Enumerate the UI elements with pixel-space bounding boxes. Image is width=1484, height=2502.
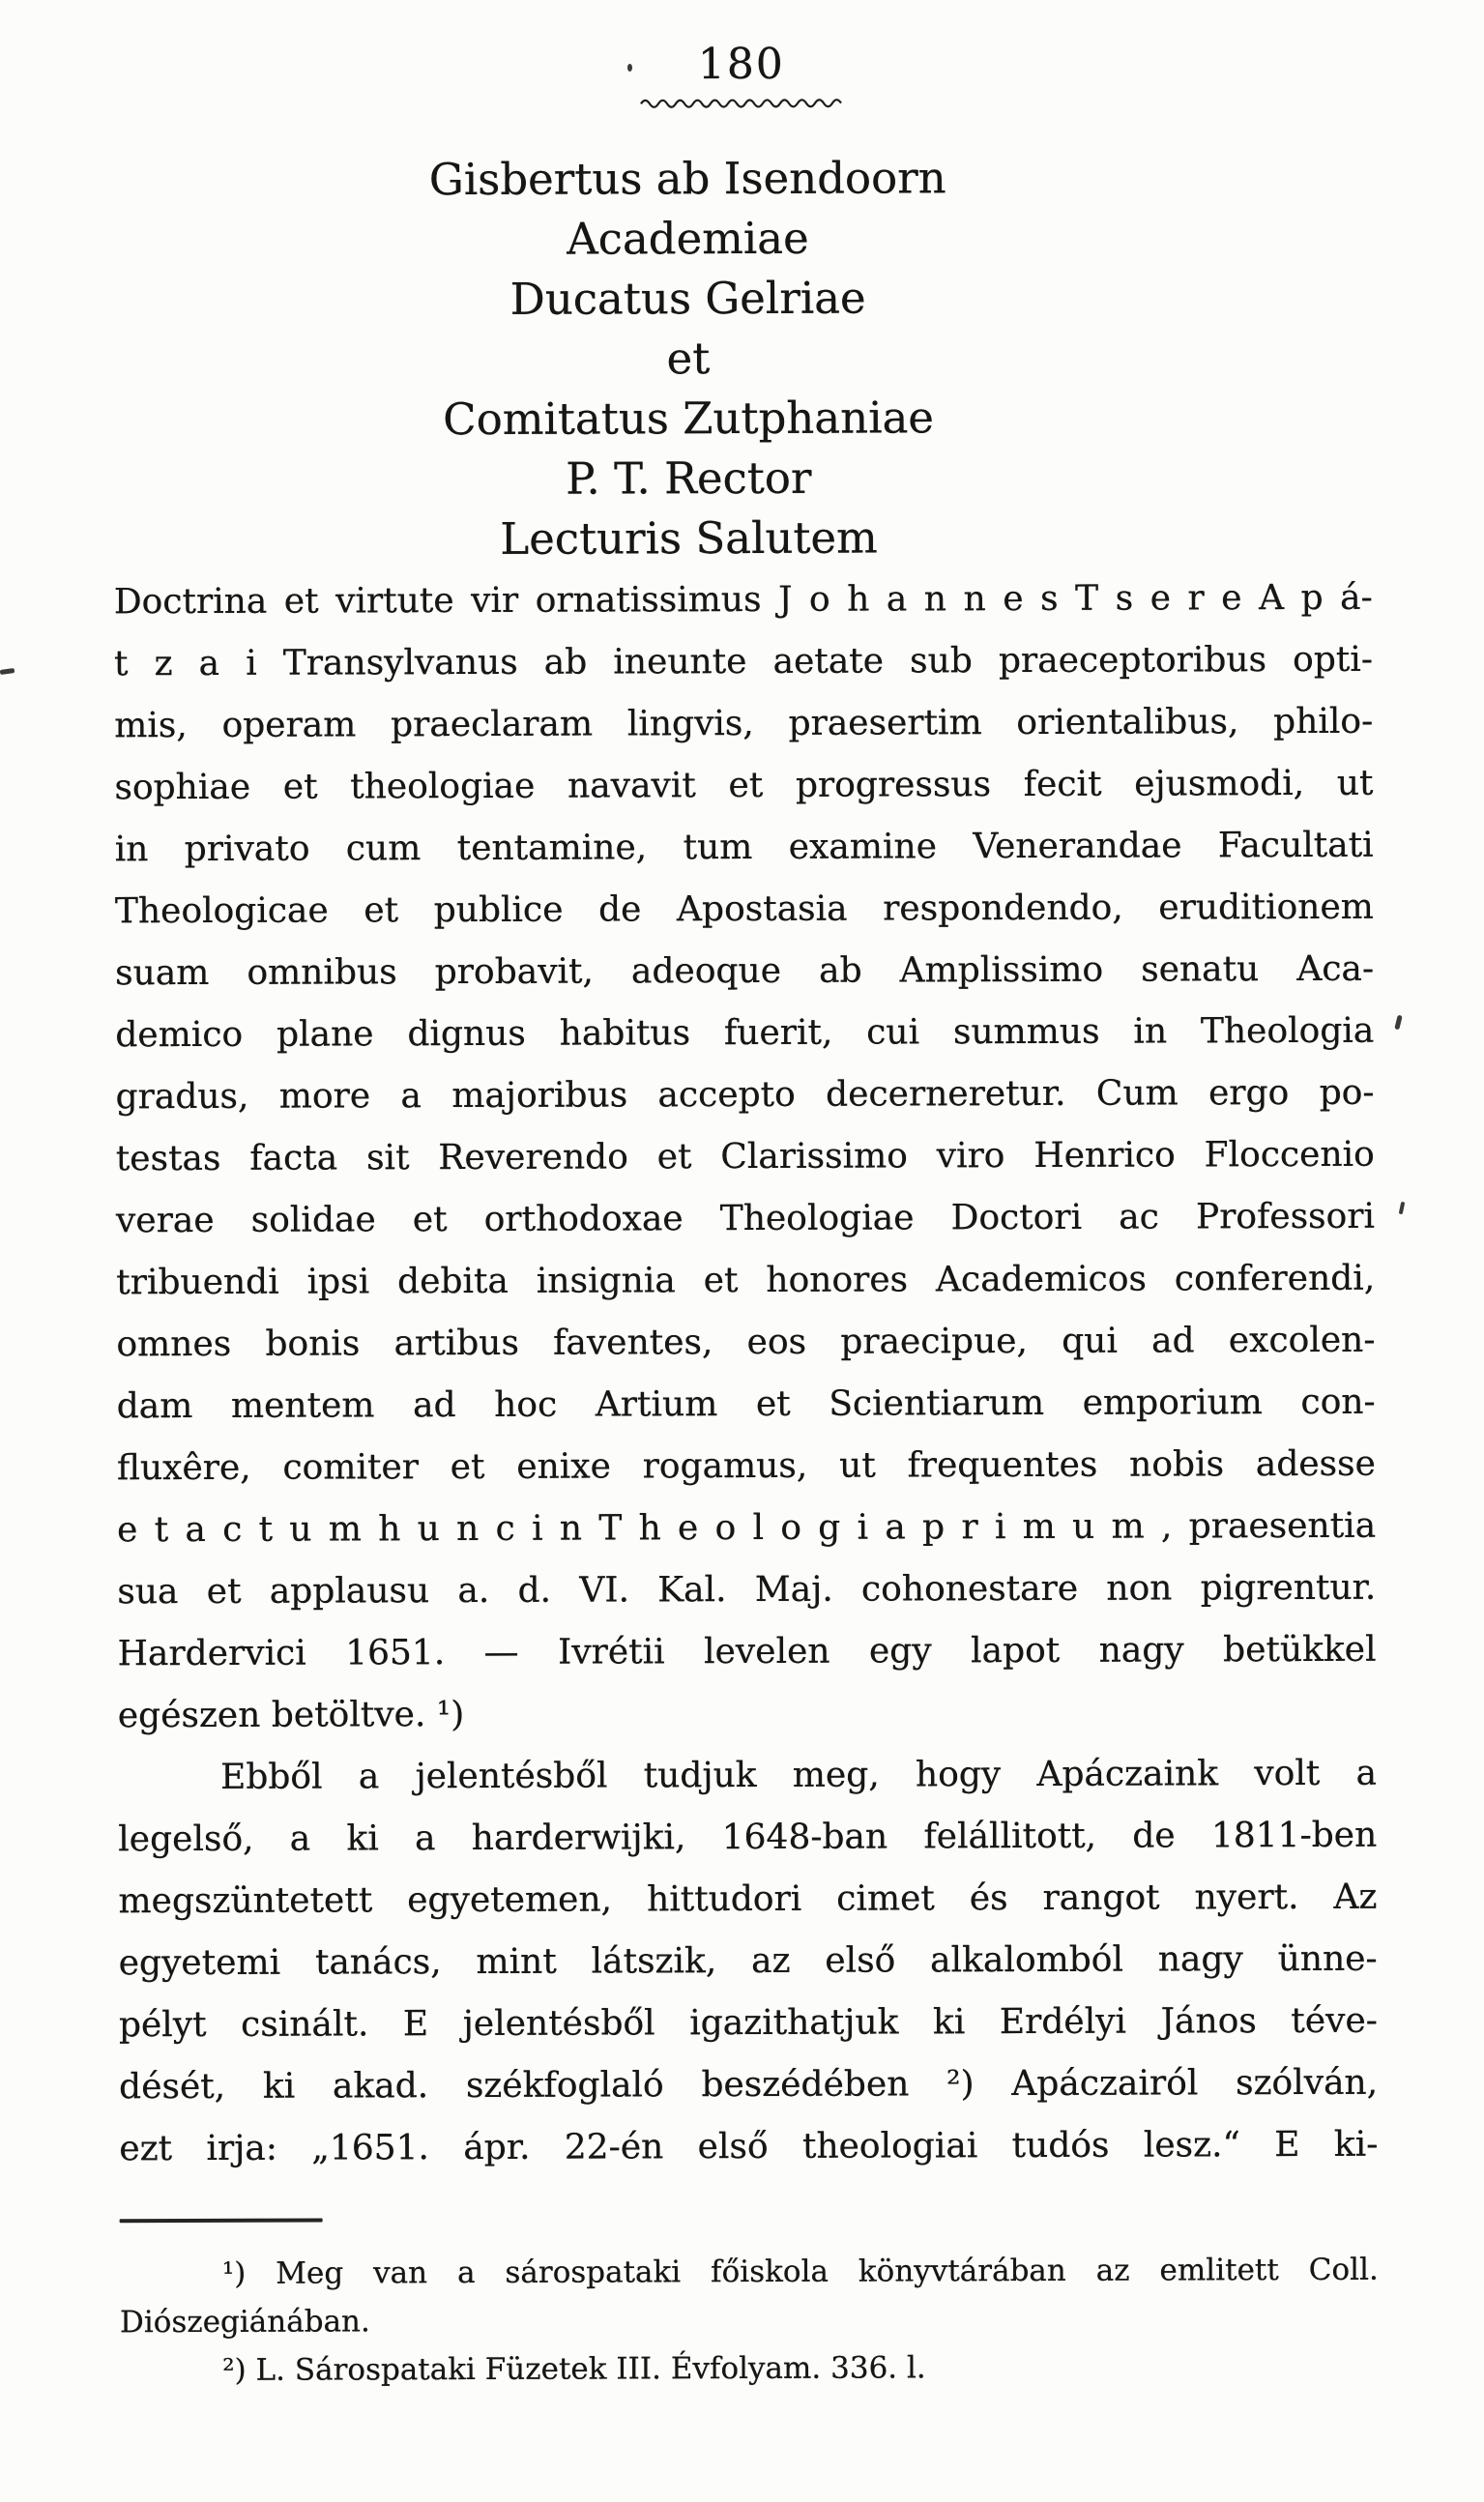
footnotes [120,2246,1380,2396]
text-line: dését, ki akad. székfoglaló beszédében ²) Apáczairól szólván, [119,2062,1379,2108]
footnote-separator [120,2219,323,2224]
text-line: e t a c t u m h u n c i n T h e o l o g i a p r i m u m , praesentia [117,1505,1377,1551]
page-number-flourish-icon [639,95,844,109]
text-line: gradus, more a majoribus accepto decerneretur. Cum ergo po- [115,1072,1375,1118]
text-line: in privato cum tentamine, tum examine Venerandae Facultati [114,825,1374,870]
scan-speck [1399,1202,1406,1215]
text-line: pélyt csinált. E jelentésből igazithatjuk ki Erdélyi János téve- [118,2000,1378,2046]
heading-line-rector-title: P. T. Rector [566,451,812,505]
heading-line-et: et [666,333,711,385]
text-line: Theologicae et publice de Apostasia respondendo, eruditionem [114,887,1374,932]
footnote-1-line: Diószegiánában. [119,2304,370,2341]
text-line: fluxêre, comiter et enixe rogamus, ut frequentes nobis adesse [116,1443,1376,1489]
page-number: 180 [697,39,785,90]
scan-speck [1394,1015,1402,1031]
text-line: legelső, a ki a harderwijki, 1648-ban felállitott, de 1811-ben [118,1815,1378,1860]
hungarian-paragraph [118,1743,1379,2181]
text-line: Ebből a jelentésből tudjuk meg, hogy Apáczaink volt a [219,1753,1378,1797]
scan-speck [627,64,632,72]
scan-speck [0,668,15,675]
text-line: egyetemi tanács, mint látszik, az első alkalomból nagy ünne- [118,1938,1378,1984]
text-line: ezt irja: „1651. ápr. 22-én első theologiai tudós lesz.“ E ki- [119,2124,1379,2169]
text-line: suam omnibus probavit, adeoque ab Amplissimo senatu Aca- [115,948,1375,994]
text-line: testas facta sit Reverendo et Clarissimo viro Henrico Floccenio [115,1134,1375,1179]
text-line: sophiae et theologiae navavit et progressus fecit ejusmodi, ut [114,763,1374,808]
text-line: megszüntetett egyetemen, hittudori cimet és rangot nyert. Az [118,1876,1378,1922]
text-line: demico plane dignus habitus fuerit, cui summus in Theologia [115,1010,1375,1056]
text-line: egészen betöltve. ¹) [117,1695,465,1736]
text-line: dam mentem ad hoc Artium et Scientiarum emporium con- [116,1382,1376,1427]
text-line: t z a i Transylvanus ab ineunte aetate sub praeceptoribus opti- [113,639,1374,684]
document-heading [112,147,1265,570]
text-line: tribuendi ipsi debita insignia et honores Academicos conferendi, [116,1258,1376,1303]
text-line: sua et applausu a. d. VI. Kal. Maj. cohonestare non pigrentur. [117,1567,1377,1613]
text-line: Doctrina et virtute vir ornatissimus J o h a n n e s T s e r e A p á- [113,577,1373,623]
text-line: verae solidae et orthodoxae Theologiae Doctori ac Professori [115,1196,1376,1241]
heading-line-salutation: Lecturis Salutem [500,511,878,565]
heading-line-academiae: Academiae [567,212,809,265]
heading-line-ducatus: Ducatus Gelriae [509,272,866,325]
text-line: omnes bonis artibus faventes, eos praecipue, qui ad excolen- [116,1320,1376,1365]
latin-paragraph [114,567,1377,1748]
text-line: mis, operam praeclaram lingvis, praesertim orientalibus, philo- [114,701,1374,746]
heading-line-comitatus: Comitatus Zutphaniae [443,392,935,446]
page-content [112,37,1379,2396]
text-line: Hardervici 1651. — Ivrétii levelen egy lapot nagy betükkel [117,1629,1377,1674]
footnote-2-line: ²) L. Sárospataki Füzetek III. Évfolyam. 336. l. [222,2350,926,2388]
heading-line-rector-name: Gisbertus ab Isendoorn [428,152,946,206]
footnote-1-line: ¹) Meg van a sárospataki főiskola könyvtárában az emlitett Coll. [221,2252,1379,2291]
